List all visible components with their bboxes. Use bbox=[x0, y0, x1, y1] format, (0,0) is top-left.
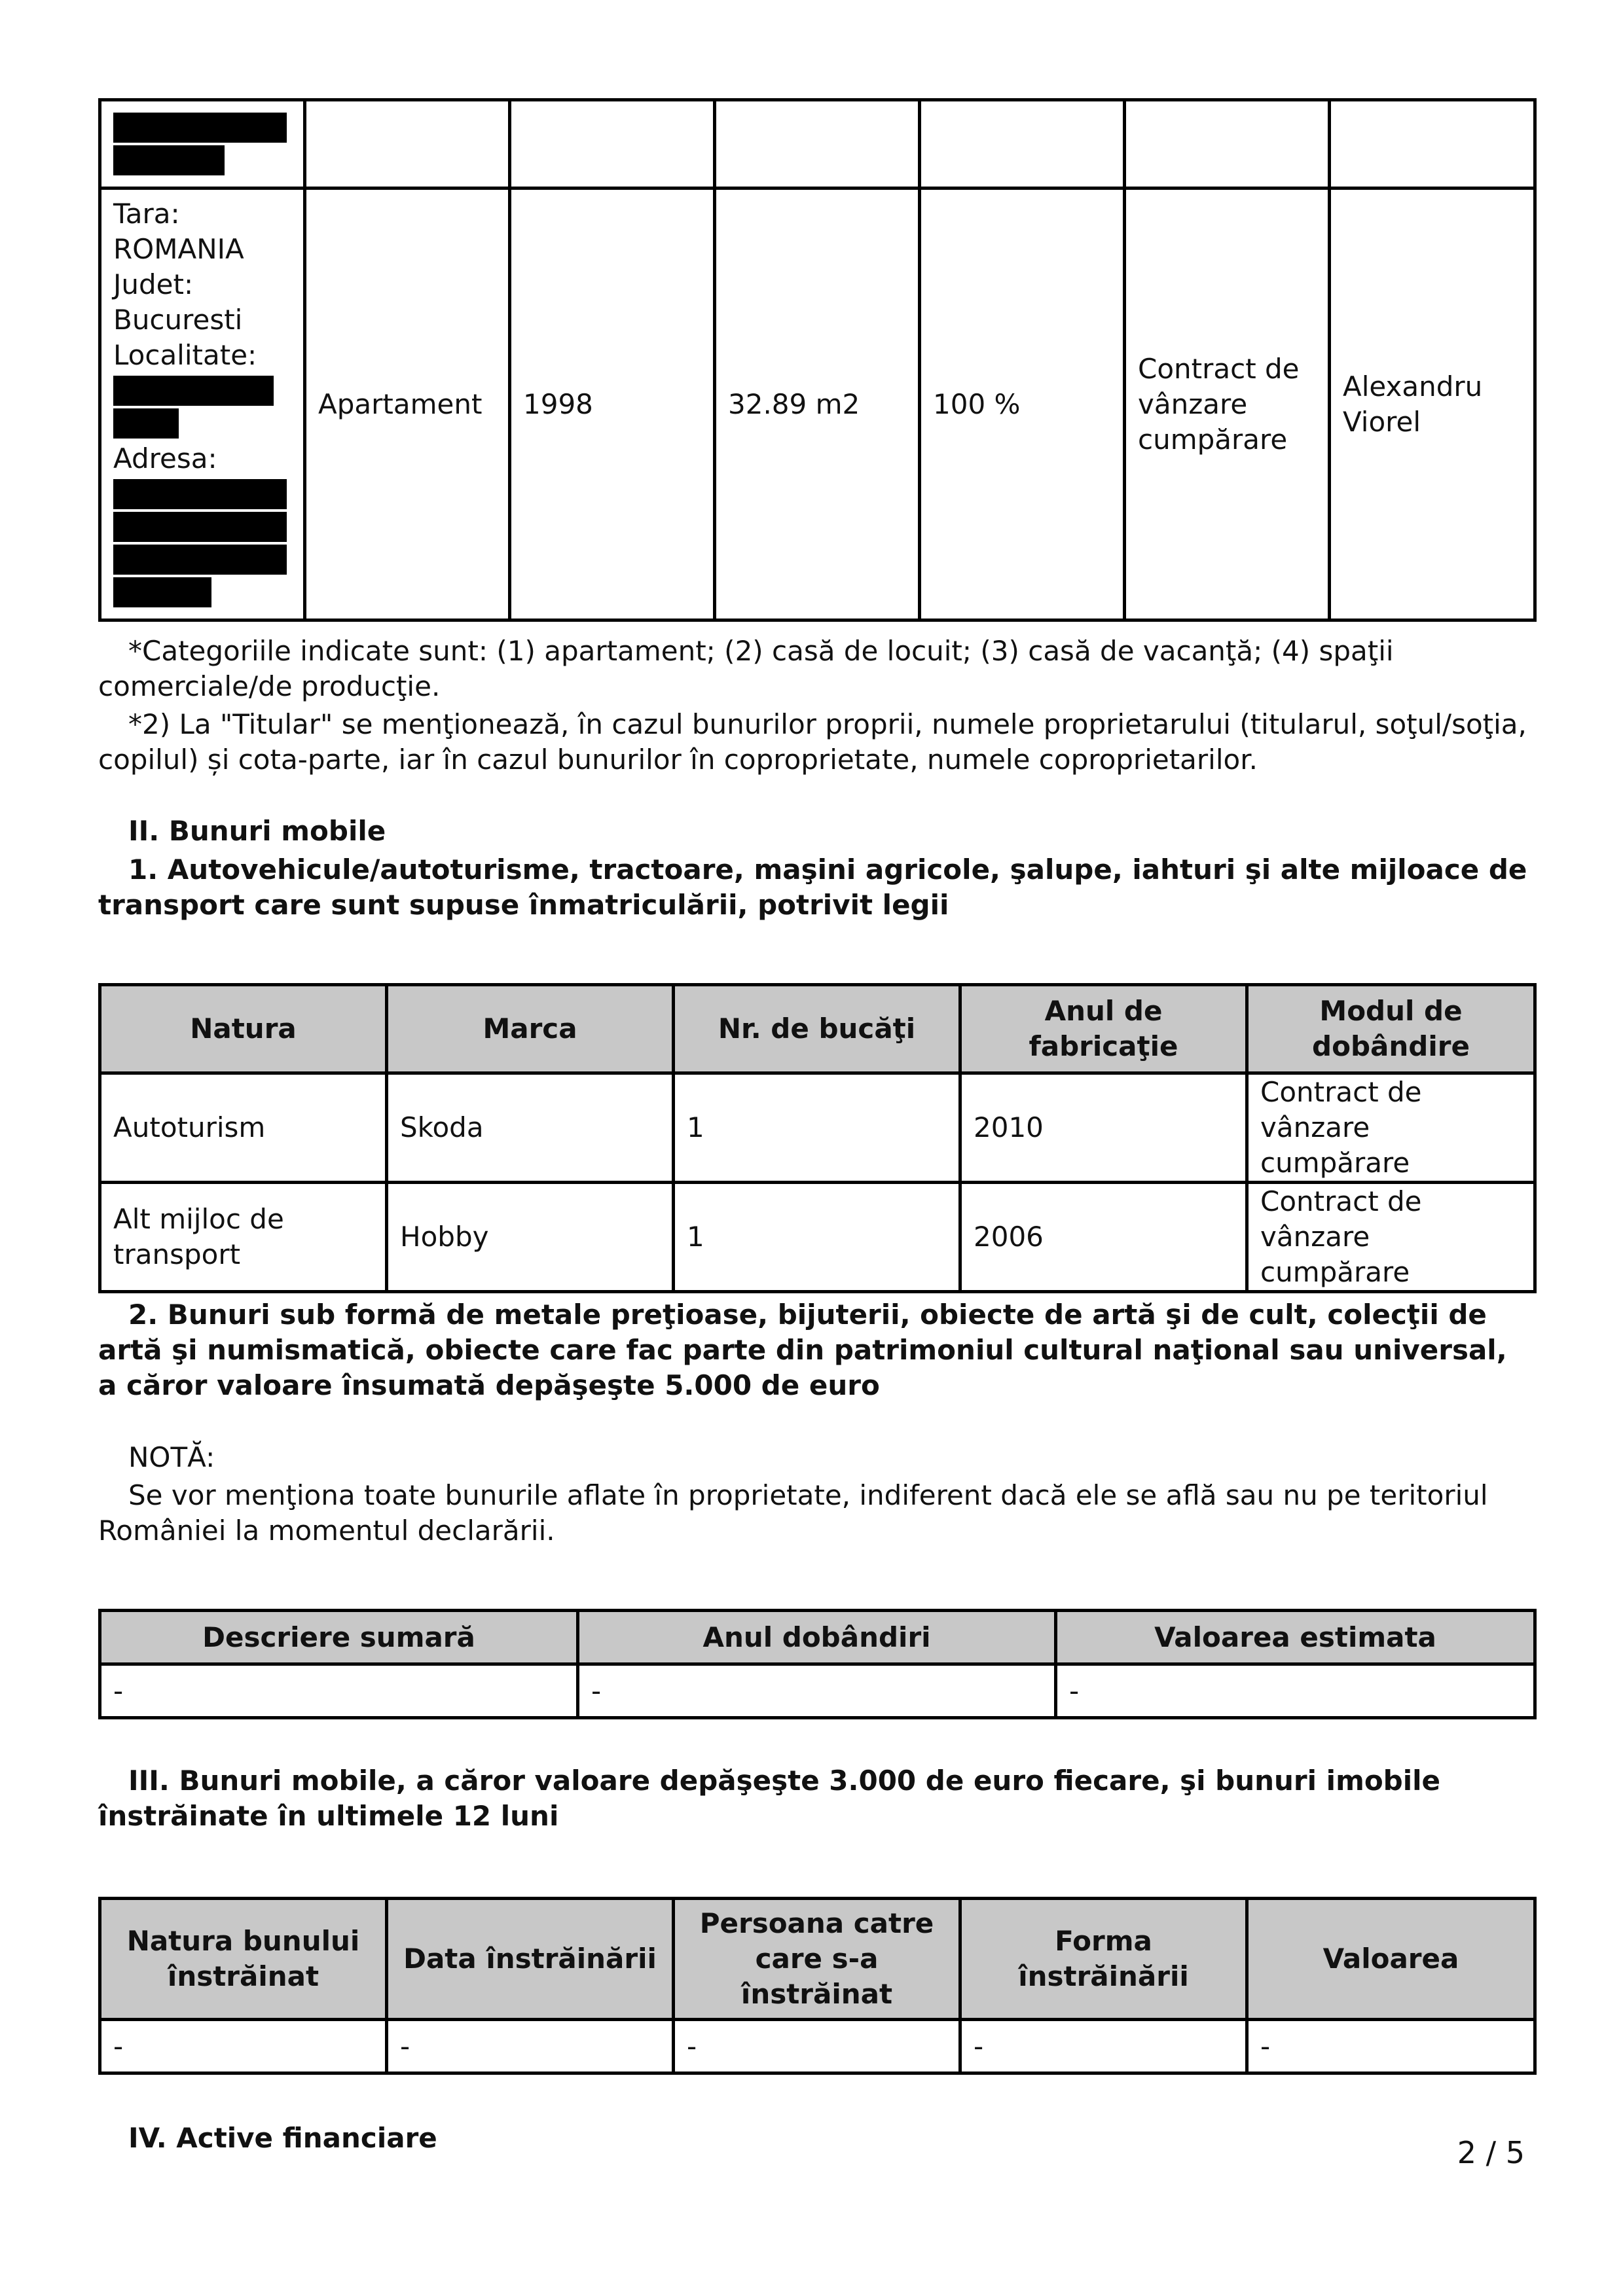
column-header: Persoana catre care s-a înstrăinat bbox=[674, 1899, 960, 2020]
redaction-bar bbox=[113, 376, 274, 406]
redaction-bar bbox=[113, 113, 287, 143]
location-line: Judet: bbox=[113, 268, 194, 300]
table-cell: Hobby bbox=[387, 1183, 674, 1292]
redaction-bar bbox=[113, 512, 287, 542]
table-cell: - bbox=[1247, 2020, 1535, 2073]
column-header: Natura bbox=[100, 985, 387, 1073]
address-label: Adresa: bbox=[113, 442, 217, 475]
note-categories: *Categoriile indicate sunt: (1) apartament; (2) casă de locuit; (3) casă de vacanţă; (4) spaţii comerciale/de producţie. bbox=[98, 635, 1394, 702]
column-header: Nr. de bucăţi bbox=[674, 985, 960, 1073]
redaction-bar bbox=[113, 545, 287, 575]
table-row bbox=[100, 1183, 1535, 1292]
column-header: Valoarea estimata bbox=[1056, 1611, 1535, 1664]
table-cell: 2006 bbox=[960, 1183, 1247, 1292]
location-line: Bucuresti bbox=[113, 304, 243, 336]
location-line: ROMANIA bbox=[113, 233, 244, 265]
table-row bbox=[100, 100, 1535, 188]
table-cell bbox=[1125, 100, 1330, 188]
table-cell: - bbox=[1056, 1664, 1535, 1718]
table-row bbox=[100, 1664, 1535, 1718]
table-header-row bbox=[100, 1899, 1535, 2020]
table-cell: Skoda bbox=[387, 1073, 674, 1183]
table-cell bbox=[920, 100, 1125, 188]
table-cell bbox=[510, 100, 715, 188]
table-cell: - bbox=[387, 2020, 674, 2073]
acquisition-cell: Contract de vânzare cumpărare bbox=[1125, 188, 1330, 620]
table-cell bbox=[305, 100, 510, 188]
subsection-heading: 2. Bunuri sub formă de metale preţioase, bijuterii, obiecte de artă şi de cult, colecţii de artă şi numismatică, obiecte care fac parte din patrimoniul cultural naţional sau universal, a căror valoare însumată depăşeşte 5.000 de euro bbox=[98, 1299, 1507, 1401]
table-cell bbox=[715, 100, 920, 188]
table-row bbox=[100, 1073, 1535, 1183]
valuables-table bbox=[98, 1609, 1537, 1719]
column-header: Anul dobândiri bbox=[578, 1611, 1056, 1664]
table-cell: - bbox=[960, 2020, 1247, 2073]
holder-cell: Alexandru Viorel bbox=[1330, 188, 1535, 620]
redaction-bar bbox=[113, 479, 287, 509]
location-line: Localitate: bbox=[113, 339, 257, 371]
table-header-row bbox=[100, 985, 1535, 1073]
column-header: Natura bunului înstrăinat bbox=[100, 1899, 387, 2020]
table-row bbox=[100, 188, 1535, 620]
redaction-bar bbox=[113, 408, 179, 439]
column-header: Descriere sumară bbox=[100, 1611, 578, 1664]
table-cell: Autoturism bbox=[100, 1073, 387, 1183]
table-row bbox=[100, 2020, 1535, 2073]
subsection-heading: 1. Autovehicule/autoturisme, tractoare, maşini agricole, şalupe, iahturi şi alte mijloace de transport care sunt supuse înmatriculării, potrivit legii bbox=[98, 853, 1527, 921]
location-cell bbox=[100, 188, 305, 620]
column-header: Forma înstrăinării bbox=[960, 1899, 1247, 2020]
section-heading: II. Bunuri mobile bbox=[128, 815, 386, 847]
redaction-bar bbox=[113, 145, 225, 175]
share-cell: 100 % bbox=[920, 188, 1125, 620]
table-cell: Contract de vânzare cumpărare bbox=[1247, 1183, 1535, 1292]
section-heading: III. Bunuri mobile, a căror valoare depăşeşte 3.000 de euro fiecare, şi bunuri imobile înstrăinate în ultimele 12 luni bbox=[98, 1765, 1441, 1832]
column-header: Valoarea bbox=[1247, 1899, 1535, 2020]
real-estate-table bbox=[98, 98, 1537, 622]
location-line: Tara: bbox=[113, 198, 180, 230]
year-cell: 1998 bbox=[510, 188, 715, 620]
table-cell: Contract de vânzare cumpărare bbox=[1247, 1073, 1535, 1183]
column-header: Data înstrăinării bbox=[387, 1899, 674, 2020]
table-cell: - bbox=[674, 2020, 960, 2073]
page-number: 2 / 5 bbox=[1457, 2135, 1525, 2170]
category-cell: Apartament bbox=[305, 188, 510, 620]
vehicles-table bbox=[98, 983, 1537, 1293]
table-cell: - bbox=[100, 2020, 387, 2073]
alienated-goods-table bbox=[98, 1897, 1537, 2075]
column-header: Modul de dobândire bbox=[1247, 985, 1535, 1073]
table-cell: 2010 bbox=[960, 1073, 1247, 1183]
redacted-cell bbox=[100, 100, 305, 188]
table-cell: - bbox=[578, 1664, 1056, 1718]
table-cell: Alt mijloc de transport bbox=[100, 1183, 387, 1292]
note-titular: *2) La "Titular" se menţionează, în cazul bunurilor proprii, numele proprietarului (titularul, soţul/soţia, copilul) și cota-parte, iar în cazul bunurilor în coproprietate, numele coproprietarilor. bbox=[98, 708, 1527, 776]
table-header-row bbox=[100, 1611, 1535, 1664]
table-cell: - bbox=[100, 1664, 578, 1718]
redaction-bar bbox=[113, 577, 211, 607]
table-cell: 1 bbox=[674, 1183, 960, 1292]
table-cell: 1 bbox=[674, 1073, 960, 1183]
area-cell: 32.89 m2 bbox=[715, 188, 920, 620]
section-heading: IV. Active financiare bbox=[128, 2122, 437, 2154]
nota-label: NOTĂ: bbox=[128, 1441, 215, 1473]
table-cell bbox=[1330, 100, 1535, 188]
column-header: Anul de fabricaţie bbox=[960, 985, 1247, 1073]
column-header: Marca bbox=[387, 985, 674, 1073]
nota-text: Se vor menţiona toate bunurile aflate în proprietate, indiferent dacă ele se află sau nu pe teritoriul României la momentul declarării. bbox=[98, 1479, 1488, 1547]
